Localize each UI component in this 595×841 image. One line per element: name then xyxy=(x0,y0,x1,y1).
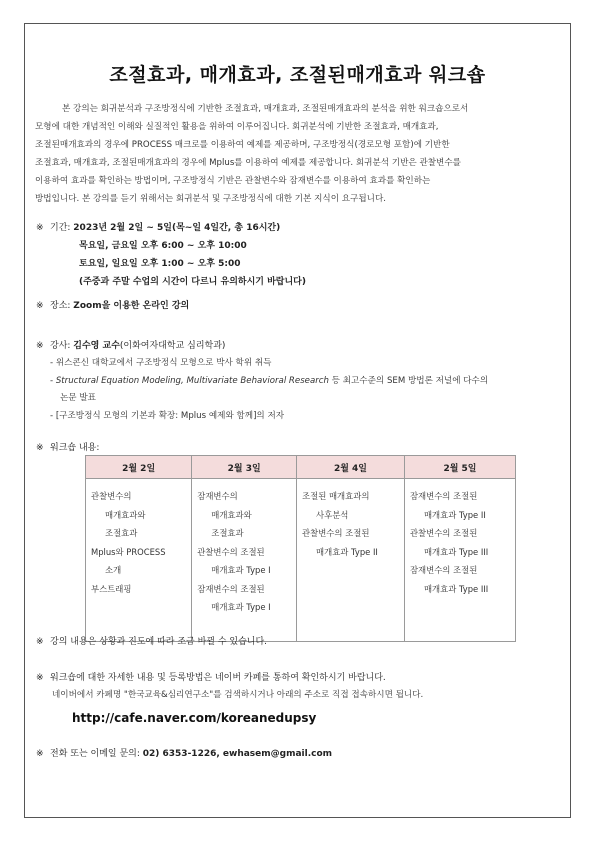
reference-mark: ※ xyxy=(36,443,44,453)
workshop-section xyxy=(36,440,99,453)
intro-line: 본 강의는 회귀분석과 구조방정식에 기반한 조절효과, 매개효과, 조절된매개효과의 분석을 위한 워크숍으로서 xyxy=(62,104,469,114)
schedule-weekday: 목요일, 금요일 오후 6:00 ~ 오후 10:00 xyxy=(79,241,247,251)
reference-mark: ※ xyxy=(36,223,44,233)
intro-paragraph xyxy=(35,100,562,208)
instructor-name: 김수영 교수 xyxy=(73,341,120,351)
table-header: 2월 2일 xyxy=(86,456,192,479)
reference-mark: ※ xyxy=(36,301,44,311)
table-header: 2월 4일 xyxy=(297,456,405,479)
schedule-label: 기간: xyxy=(50,223,71,233)
table-cell-day1: 관찰변수의 매개효과와 조절효과 Mplus와 PROCESS 소개 부스트래핑 xyxy=(86,479,192,642)
table-header: 2월 3일 xyxy=(192,456,297,479)
notice-text: 강의 내용은 상황과 진도에 따라 조금 바뀔 수 있습니다. xyxy=(50,637,268,647)
register-section xyxy=(36,670,386,683)
reference-mark: ※ xyxy=(36,749,44,759)
schedule-note: (주중과 주말 수업의 시간이 다르니 유의하시기 바랍니다) xyxy=(79,277,306,287)
notice-section xyxy=(36,634,267,647)
reference-mark: ※ xyxy=(36,637,44,647)
intro-line: 조절효과, 매개효과, 조절된매개효과의 경우에 Mplus를 이용하여 예제를 제공합니다. 회귀분석 기반은 관찰변수를 xyxy=(35,158,461,168)
register-text-2: 네이버에서 카페명 "한국교육&심리연구소"를 검색하시거나 아래의 주소로 직접 접속하시면 됩니다. xyxy=(52,690,424,700)
place-label: 장소: xyxy=(50,301,71,311)
contact-value: 02) 6353-1226, ewhasem@gmail.com xyxy=(142,749,333,759)
contact-label: 전화 또는 이메일 문의: xyxy=(50,749,140,759)
contact-section xyxy=(36,746,332,759)
page-title: 조절효과, 매개효과, 조절된매개효과 워크숍 xyxy=(109,64,486,86)
reference-mark: ※ xyxy=(36,341,44,351)
cafe-link[interactable]: http://cafe.naver.com/koreanedupsy xyxy=(72,711,317,725)
table-cell-day4: 잠재변수의 조절된 매개효과 Type II 관찰변수의 조절된 매개효과 Type III 잠재변수의 조절된 매개효과 Type III xyxy=(404,479,515,642)
intro-line: 방법입니다. 본 강의를 듣기 위해서는 회귀분석 및 구조방정식에 대한 기본 지식이 요구됩니다. xyxy=(35,194,386,204)
table-header: 2월 5일 xyxy=(404,456,515,479)
intro-line: 모형에 대한 개념적인 이해와 실질적인 활용을 위하여 이루어집니다. 회귀분석에 기반한 조절효과, 매개효과, xyxy=(35,122,439,132)
instructor-label: 강사: xyxy=(50,341,71,351)
instructor-affiliation: (이화여자대학교 심리학과) xyxy=(119,341,226,351)
reference-mark: ※ xyxy=(36,673,44,683)
table-cell-day2: 잠재변수의 매개효과와 조절효과 관찰변수의 조절된 매개효과 Type I 잠재변수의 조절된 매개효과 Type I xyxy=(192,479,297,642)
intro-line: 이용하여 효과를 확인하는 방법이며, 구조방정식 기반은 관찰변수와 잠재변수를 이용하여 효과를 확인하는 xyxy=(35,176,431,186)
intro-line: 조절된매개효과의 경우에 PROCESS 매크로를 이용하여 예제를 제공하며, 구조방정식(경로모형 포함)에 기반한 xyxy=(35,140,450,150)
workshop-label: 워크숍 내용: xyxy=(50,443,100,453)
instructor-item: - 위스콘신 대학교에서 구조방정식 모형으로 박사 학위 취득 xyxy=(50,358,272,368)
instructor-section xyxy=(36,338,225,351)
instructor-item: - [구조방정식 모형의 기본과 확장: Mplus 예제와 함께]의 저자 xyxy=(50,411,285,421)
instructor-item: 논문 발표 xyxy=(60,393,96,403)
schedule-dates: 2023년 2월 2일 ~ 5일(목~일 4일간, 총 16시간) xyxy=(73,223,281,233)
workshop-table xyxy=(85,455,516,642)
register-text: 워크숍에 대한 자세한 내용 및 등록방법은 네이버 카페를 통하여 확인하시기 바랍니다. xyxy=(50,673,386,683)
schedule-section xyxy=(36,220,280,233)
table-header-row xyxy=(86,456,516,479)
journal-names: Structural Equation Modeling, Multivariate Behavioral Research xyxy=(55,376,329,386)
instructor-item: - Structural Equation Modeling, Multivariate Behavioral Research 등 최고수준의 SEM 방법론 저널에 다수의 xyxy=(50,376,489,386)
place-section xyxy=(36,298,189,311)
schedule-weekend: 토요일, 일요일 오후 1:00 ~ 오후 5:00 xyxy=(79,259,241,269)
table-row xyxy=(86,479,516,642)
place-value: Zoom을 이용한 온라인 강의 xyxy=(73,301,190,311)
table-cell-day3: 조절된 매개효과의 사후분석 관찰변수의 조절된 매개효과 Type II xyxy=(297,479,405,642)
